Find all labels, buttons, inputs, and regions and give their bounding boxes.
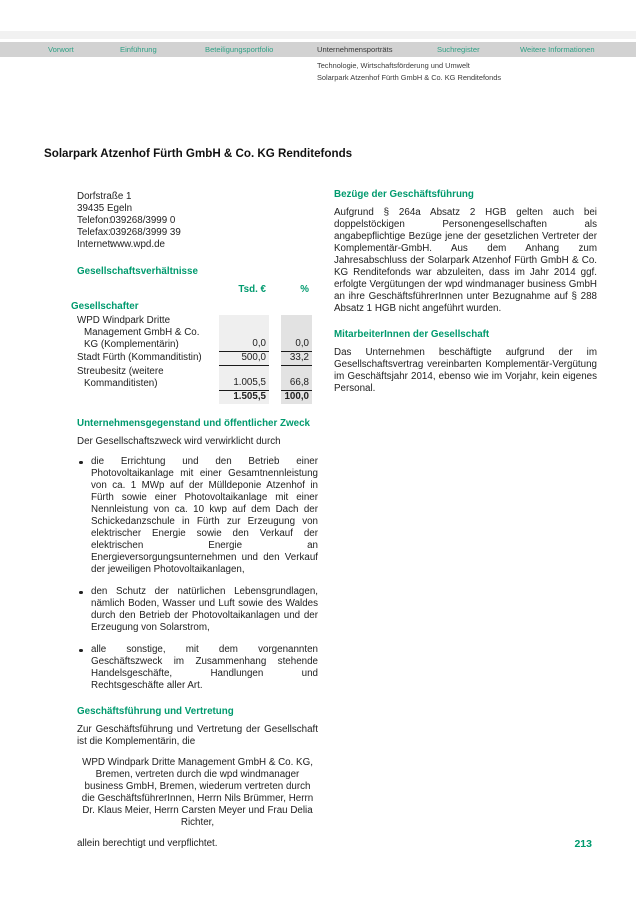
shareholdings-heading: Gesellschaftsverhältnisse bbox=[77, 266, 198, 277]
fax-value: 039268/3999 39 bbox=[110, 227, 181, 238]
remuneration-text: Aufgrund § 264a Absatz 2 HGB gelten auch bei doppelstöckigen Personengesellschaften als angabepflichtige Bezüge jene der gesetzlichen Vertreter der Komplementär-GmbH. Aus dem Anhang zum Jahresabschluss der Solarpark Atzenhof Fürth GmbH & Co. KG Renditefonds war abzuleiten, dass im Jahr 2014 ggf. erfolgte Vergütungen der wpd windmanager business GmbH an ihre GeschäftsführerInnen unter Bezugnahme auf § 288 Absatz 1 HGB nicht angeführt wurden. bbox=[334, 207, 597, 314]
cell-tsd: 0,0 bbox=[219, 315, 269, 352]
table-row bbox=[77, 352, 318, 366]
management-body-centered: WPD Windpark Dritte Management GmbH & Co. KG, Bremen, vertreten durch die wpd windmanager business GmbH, Bremen, wiederum vertreten durch die GeschäftsführerInnen, Herrn Nils Brümmer, Herrn Dr. Klaus Meier, Herrn Carsten Meyer und Frau Delia Richter, bbox=[81, 757, 314, 828]
employees-heading: MitarbeiterInnen der Gesellschaft bbox=[334, 329, 490, 340]
table-row bbox=[77, 366, 318, 391]
bullet-item bbox=[77, 456, 318, 576]
breadcrumb-line-2: Solarpark Atzenhof Fürth GmbH & Co. KG Renditefonds bbox=[317, 73, 502, 82]
cell-tsd: 1.005,5 bbox=[219, 366, 269, 391]
page-number: 213 bbox=[574, 838, 592, 850]
table-total-row bbox=[77, 391, 318, 404]
nav-item-einfuehrung[interactable]: Einführung bbox=[120, 45, 157, 54]
cell-pct: 66,8 bbox=[281, 366, 312, 391]
employees-text: Das Unternehmen beschäftigte aufgrund der im Gesellschaftsvertrag vereinbarten Komplementär-Vergütung im Geschäftsjahr 2014, ebenso wie im Vorjahr, kein eigenes Personal. bbox=[334, 347, 597, 394]
address-street: Dorfstraße 1 bbox=[77, 191, 132, 202]
cell-pct: 0,0 bbox=[281, 315, 312, 352]
shareholdings-table bbox=[71, 284, 318, 404]
internet-value: www.wpd.de bbox=[110, 239, 165, 250]
bullet-item bbox=[77, 586, 318, 634]
total-pct: 100,0 bbox=[281, 391, 312, 404]
bullet-text: alle sonstige, mit dem vorgenannten Geschäftszweck im Zusammenhang stehende Handelsgeschäfte, Handlungen und Rechtsgeschäfte aller Art. bbox=[91, 644, 318, 691]
row-label: Stadt Fürth (Kommanditistin) bbox=[77, 352, 202, 363]
navbar bbox=[0, 42, 636, 57]
management-heading: Geschäftsführung und Vertretung bbox=[77, 706, 234, 717]
table-header-percent: % bbox=[300, 284, 309, 295]
top-shadow-band bbox=[0, 31, 636, 39]
address-city: 39435 Egeln bbox=[77, 203, 133, 214]
bullet-item bbox=[77, 644, 318, 692]
row-label: WPD Windpark Dritte Management GmbH & Co. KG (Komplementärin) bbox=[77, 315, 200, 350]
bullet-list bbox=[77, 456, 318, 692]
management-closing: allein berechtigt und verpflichtet. bbox=[77, 838, 218, 849]
fax-label: Telefax: bbox=[77, 227, 111, 238]
phone-value: 039268/3999 0 bbox=[110, 215, 176, 226]
phone-label: Telefon: bbox=[77, 215, 112, 226]
address-fax-row bbox=[77, 227, 318, 239]
internet-label: Internet: bbox=[77, 239, 113, 250]
purpose-heading: Unternehmensgegenstand und öffentlicher Zweck bbox=[77, 418, 310, 429]
bullet-text: den Schutz der natürlichen Lebensgrundlagen, nämlich Boden, Wasser und Luft sowie des Waldes durch den Betrieb der Photovoltaikanlagen und der Erzeugung von Solarstrom, bbox=[91, 586, 318, 633]
address-internet-row bbox=[77, 239, 318, 251]
nav-item-vorwort[interactable]: Vorwort bbox=[48, 45, 74, 54]
cell-pct: 33,2 bbox=[281, 352, 312, 366]
purpose-intro: Der Gesellschaftszweck wird verwirklicht durch bbox=[77, 436, 281, 447]
address-block bbox=[77, 191, 318, 251]
bullet-icon bbox=[79, 649, 83, 653]
management-intro: Zur Geschäftsführung und Vertretung der Gesellschaft ist die Komplementärin, die bbox=[77, 724, 318, 747]
bullet-text: die Errichtung und den Betrieb einer Photovoltaikanlage mit einer Gesamtnennleistung von ca. 1 MWp auf der Mülldeponie Atzenhof in Fürth sowie einer Photovoltaikanlage mit einer Nennleistung von ca. 10 kwp auf dem Dach der Schickedanzschule in Fürth zur Erzeugung von elektrischer Energie sowie den Verkauf der elektrischen Energie an Energieversorgungsunternehmen und den Verkauf der jeweiligen Photovoltaikanlagen, bbox=[91, 456, 318, 575]
bullet-icon bbox=[79, 461, 83, 465]
nav-item-suchregister[interactable]: Suchregister bbox=[437, 45, 480, 54]
page-title: Solarpark Atzenhof Fürth GmbH & Co. KG Renditefonds bbox=[44, 147, 353, 160]
breadcrumb bbox=[317, 60, 501, 84]
cell-tsd: 500,0 bbox=[219, 352, 269, 366]
left-column bbox=[71, 191, 318, 856]
table-header-tsd: Tsd. € bbox=[238, 284, 266, 295]
bullet-icon bbox=[79, 591, 83, 595]
nav-item-weitere-informationen[interactable]: Weitere Informationen bbox=[520, 45, 595, 54]
table-row bbox=[77, 315, 318, 352]
right-column bbox=[334, 189, 597, 401]
breadcrumb-line-1: Technologie, Wirtschaftsförderung und Umwelt bbox=[317, 61, 470, 70]
row-label: Streubesitz (weitere Kommanditisten) bbox=[77, 366, 164, 389]
total-tsd: 1.505,5 bbox=[219, 391, 269, 404]
remuneration-heading: Bezüge der Geschäftsführung bbox=[334, 189, 474, 200]
nav-item-beteiligungsportfolio[interactable]: Beteiligungsportfolio bbox=[205, 45, 274, 54]
address-phone-row bbox=[77, 215, 318, 227]
table-group-label: Gesellschafter bbox=[71, 301, 139, 312]
nav-item-unternehmensportraets[interactable]: Unternehmensporträts bbox=[317, 45, 393, 54]
table-header-row bbox=[77, 284, 318, 296]
